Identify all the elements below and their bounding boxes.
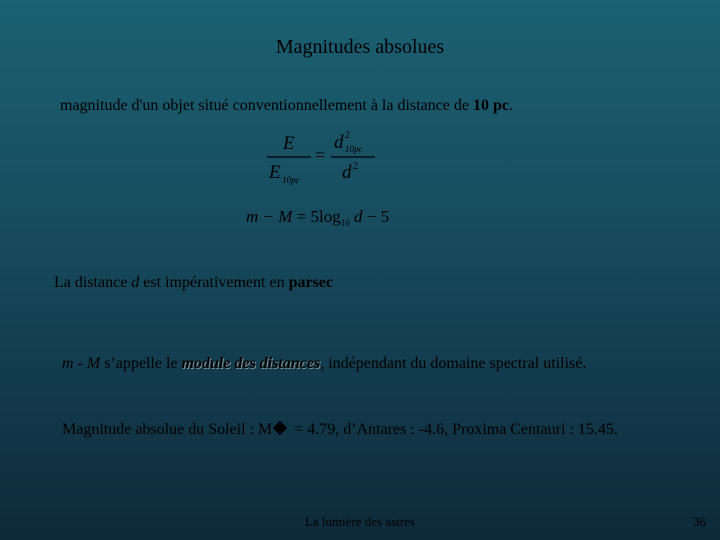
modulus-note-middle: s’appelle le [100, 355, 182, 372]
distance-unit-note [54, 274, 333, 292]
ratio-equals: = [315, 145, 326, 165]
distance-denominator-exponent: 2 [353, 161, 358, 172]
modulus-log-base: 10 [340, 218, 350, 228]
modulus-equals: = [296, 207, 307, 226]
distance-numerator: d [334, 132, 344, 153]
modulus-constant: − 5 [366, 207, 390, 226]
distance-modulus-note [62, 355, 586, 373]
modulus-term: module des distances [181, 355, 321, 372]
modulus-coefficient: 5 [310, 207, 320, 226]
sun-symbol-icon [273, 421, 287, 435]
slide-title: Magnitudes absolues [275, 36, 445, 58]
flux-ratio-formula [255, 128, 385, 188]
modulus-log: log [319, 207, 341, 226]
absolute-magnitudes-line [62, 421, 618, 439]
distance-note-prefix: La distance [54, 274, 132, 291]
definition-body: magnitude d'un objet situé conventionnellement à la distance de [60, 97, 473, 114]
modulus-lhs: m − M [246, 207, 293, 226]
distance-numerator-subscript: 10pc [345, 144, 363, 154]
slide-number: 36 [693, 514, 706, 529]
definition-distance: 10 pc [472, 97, 509, 114]
absolute-magnitudes-values: = 4.79, d’Antares : -4.6, Proxima Centauri : 15.45. [290, 421, 618, 438]
distance-note-middle: est impérativement en [139, 274, 289, 291]
distance-modulus-formula [246, 207, 389, 227]
slide-footer: La lumière des astres [304, 514, 416, 529]
absolute-magnitudes-prefix: Magnitude absolue du Soleil : M [62, 421, 273, 438]
definition-end: . [508, 97, 513, 114]
distance-denominator: d [342, 162, 352, 183]
modulus-note-rest: , indépendant du domaine spectral utilisé. [320, 355, 587, 372]
distance-numerator-exponent: 2 [345, 130, 350, 141]
flux-denominator-subscript: 10pc [282, 175, 300, 185]
flux-numerator: E [283, 133, 295, 154]
modulus-variable: m - M [62, 355, 101, 372]
definition-text [60, 97, 513, 115]
flux-denominator: E [269, 162, 281, 183]
distance-variable: d [131, 274, 140, 291]
modulus-argument: d [354, 207, 363, 226]
distance-unit: parsec [288, 274, 334, 291]
